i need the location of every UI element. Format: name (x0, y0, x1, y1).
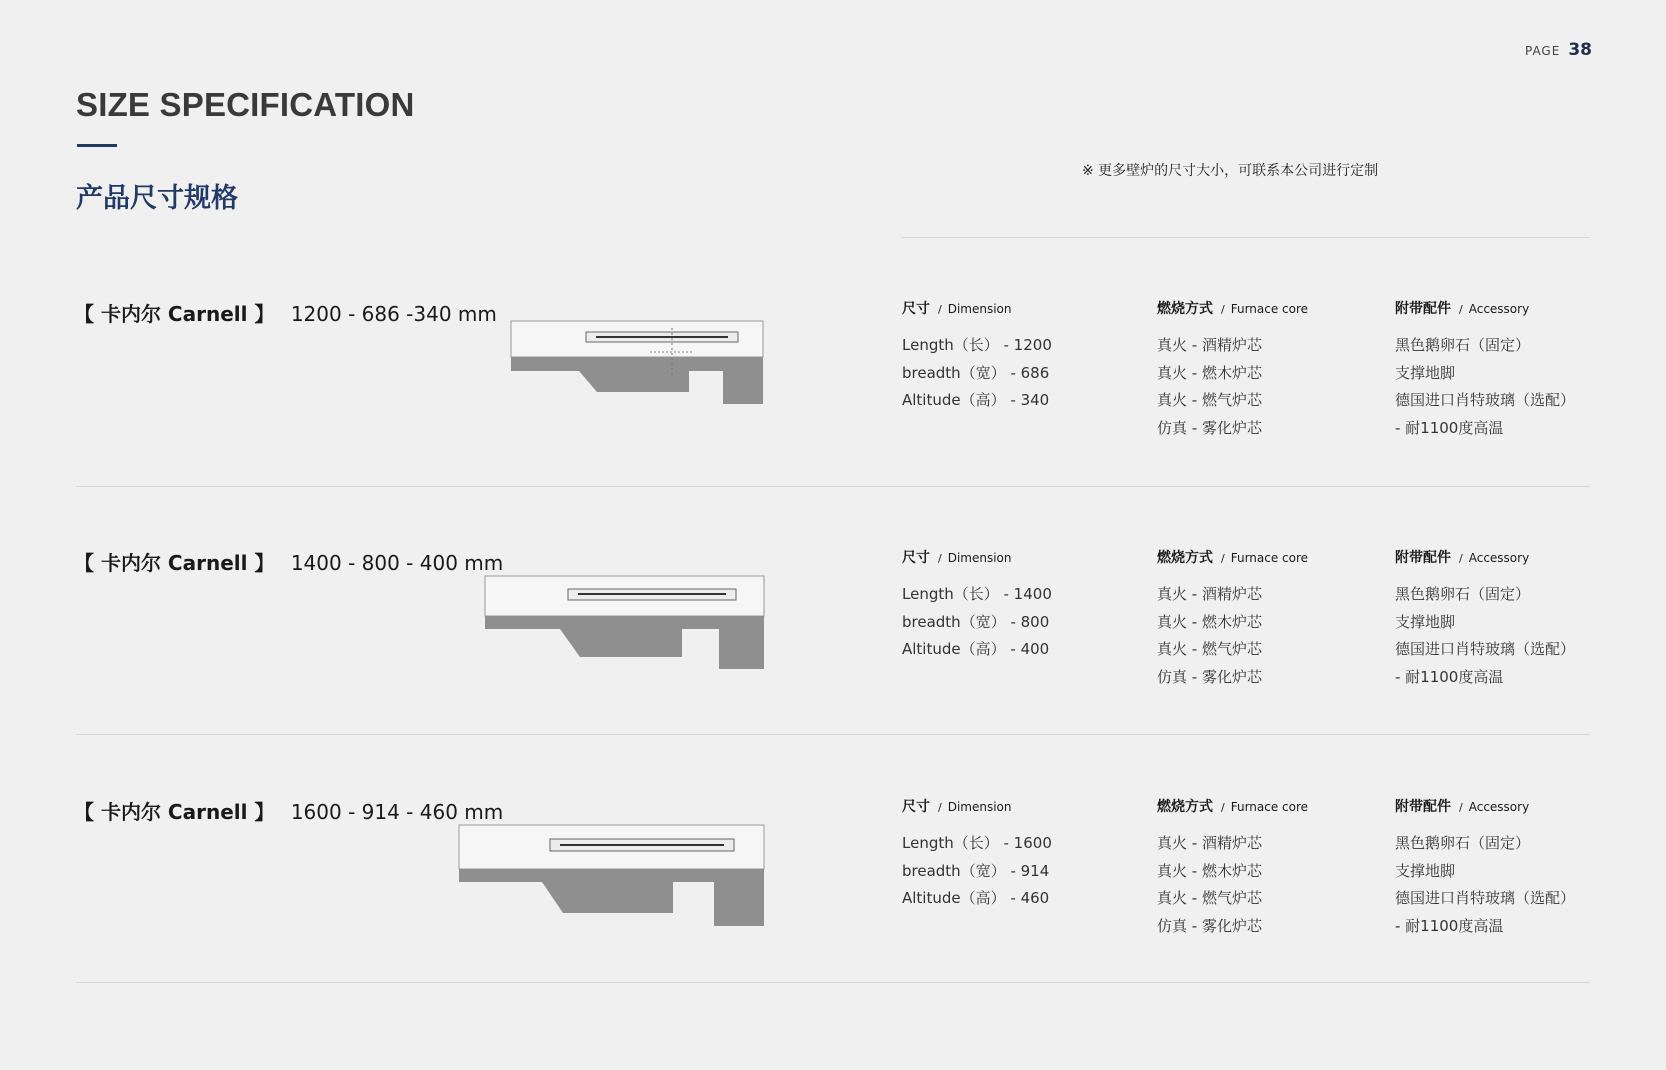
accessory-heading (1395, 547, 1575, 567)
accessory-item: 支撑地脚 (1395, 861, 1456, 880)
furnace-heading-cn: 燃烧方式 (1157, 301, 1213, 317)
furnace-item: 真火 - 燃木炉芯 (1157, 612, 1262, 631)
heading-slash: / (1459, 801, 1463, 814)
dimension-heading-cn: 尺寸 (902, 799, 930, 815)
furnace-item: 仿真 - 雾化炉芯 (1157, 916, 1262, 935)
accessory-item: 黑色鹅卵石（固定） (1395, 834, 1531, 852)
furnace-item: 真火 - 燃木炉芯 (1157, 363, 1262, 382)
accessory-heading (1395, 796, 1575, 816)
accessory-column (1395, 298, 1575, 442)
accessory-column (1395, 796, 1575, 940)
accessory-item: 支撑地脚 (1395, 363, 1456, 382)
product-model (74, 796, 503, 825)
accessory-heading-en: Accessory (1468, 302, 1530, 316)
accessory-item: 黑色鹅卵石（固定） (1395, 336, 1531, 354)
fireplace-drawing (510, 320, 766, 404)
dimension-heading-en: Dimension (947, 800, 1012, 814)
accessory-item: - 耐1100度高温 (1395, 667, 1504, 686)
dimension-heading-cn: 尺寸 (902, 301, 930, 317)
dimension-heading-en: Dimension (947, 302, 1012, 316)
dimension-column (902, 298, 1052, 415)
dimension-altitude: Altitude（高） - 460 (902, 889, 1050, 907)
accessory-item: 德国进口肖特玻璃（选配） (1395, 640, 1576, 658)
furnace-heading-en: Furnace core (1230, 302, 1309, 316)
accessory-heading-en: Accessory (1468, 551, 1530, 565)
accessory-item: - 耐1100度高温 (1395, 916, 1504, 935)
dimension-altitude: Altitude（高） - 340 (902, 391, 1050, 409)
product-name: 【 卡内尔 Carnell 】 (74, 302, 275, 326)
product-dimensions: 1400 - 800 - 400 mm (290, 551, 504, 575)
dimension-length: Length（长） - 1600 (902, 834, 1052, 852)
fireplace-drawing (458, 824, 766, 926)
heading-slash: / (938, 303, 942, 316)
accessory-heading (1395, 298, 1575, 318)
customization-note: ※ 更多壁炉的尺寸大小，可联系本公司进行定制 (1082, 163, 1379, 179)
dimension-altitude: Altitude（高） - 400 (902, 640, 1050, 658)
fireplace-drawing (484, 575, 766, 669)
accessory-item: 支撑地脚 (1395, 612, 1456, 631)
furnace-list (1157, 332, 1308, 442)
product-name: 【 卡内尔 Carnell 】 (74, 551, 275, 575)
accessory-item: - 耐1100度高温 (1395, 418, 1504, 437)
accessory-heading-en: Accessory (1468, 800, 1530, 814)
accessory-column (1395, 547, 1575, 691)
accessory-list (1395, 830, 1575, 940)
accessory-list (1395, 581, 1575, 691)
product-name: 【 卡内尔 Carnell 】 (74, 800, 275, 824)
furnace-column (1157, 547, 1308, 691)
page-number-value: 38 (1568, 40, 1592, 60)
accessory-list (1395, 332, 1575, 442)
dimension-list (902, 830, 1052, 913)
furnace-heading-en: Furnace core (1230, 551, 1309, 565)
furnace-item: 仿真 - 雾化炉芯 (1157, 418, 1262, 437)
heading-slash: / (938, 801, 942, 814)
furnace-heading-cn: 燃烧方式 (1157, 550, 1213, 566)
furnace-item: 真火 - 燃气炉芯 (1157, 640, 1262, 658)
furnace-column (1157, 298, 1308, 442)
furnace-item: 真火 - 燃气炉芯 (1157, 391, 1262, 409)
dimension-breadth: breadth（宽） - 800 (902, 612, 1050, 631)
furnace-heading (1157, 298, 1308, 318)
furnace-item: 仿真 - 雾化炉芯 (1157, 667, 1262, 686)
furnace-item: 真火 - 酒精炉芯 (1157, 585, 1262, 603)
accessory-item: 黑色鹅卵石（固定） (1395, 585, 1531, 603)
heading-slash: / (1221, 552, 1225, 565)
furnace-item: 真火 - 燃气炉芯 (1157, 889, 1262, 907)
dimension-heading-cn: 尺寸 (902, 550, 930, 566)
dimension-length: Length（长） - 1200 (902, 336, 1052, 354)
heading-slash: / (938, 552, 942, 565)
product-dimensions: 1200 - 686 -340 mm (290, 302, 497, 326)
page-subtitle: 产品尺寸规格 (76, 183, 238, 214)
product-row-3 (0, 796, 1666, 1044)
heading-slash: / (1221, 303, 1225, 316)
dimension-breadth: breadth（宽） - 686 (902, 363, 1050, 382)
product-row-1 (0, 298, 1666, 546)
dimension-heading (902, 547, 1052, 567)
dimension-column (902, 796, 1052, 913)
accessory-item: 德国进口肖特玻璃（选配） (1395, 391, 1576, 409)
dimension-heading (902, 796, 1052, 816)
page-label: PAGE (1524, 44, 1561, 58)
title-underline (77, 144, 117, 147)
divider-top (902, 237, 1590, 238)
accessory-heading-cn: 附带配件 (1395, 301, 1451, 317)
furnace-item: 真火 - 酒精炉芯 (1157, 336, 1262, 354)
furnace-list (1157, 581, 1308, 691)
dimension-length: Length（长） - 1400 (902, 585, 1052, 603)
furnace-heading (1157, 547, 1308, 567)
furnace-item: 真火 - 燃木炉芯 (1157, 861, 1262, 880)
furnace-heading (1157, 796, 1308, 816)
dimension-column (902, 547, 1052, 664)
furnace-list (1157, 830, 1308, 940)
product-model (74, 547, 503, 576)
accessory-item: 德国进口肖特玻璃（选配） (1395, 889, 1576, 907)
page-title: SIZE SPECIFICATION (76, 86, 415, 123)
dimension-list (902, 581, 1052, 664)
accessory-heading-cn: 附带配件 (1395, 550, 1451, 566)
heading-slash: / (1221, 801, 1225, 814)
product-dimensions: 1600 - 914 - 460 mm (290, 800, 504, 824)
furnace-item: 真火 - 酒精炉芯 (1157, 834, 1262, 852)
heading-slash: / (1459, 303, 1463, 316)
furnace-heading-cn: 燃烧方式 (1157, 799, 1213, 815)
product-model (74, 298, 497, 327)
dimension-heading (902, 298, 1052, 318)
heading-slash: / (1459, 552, 1463, 565)
page-number (1525, 40, 1592, 60)
accessory-heading-cn: 附带配件 (1395, 799, 1451, 815)
furnace-heading-en: Furnace core (1230, 800, 1309, 814)
furnace-column (1157, 796, 1308, 940)
dimension-breadth: breadth（宽） - 914 (902, 861, 1050, 880)
product-row-2 (0, 547, 1666, 795)
dimension-heading-en: Dimension (947, 551, 1012, 565)
dimension-list (902, 332, 1052, 415)
